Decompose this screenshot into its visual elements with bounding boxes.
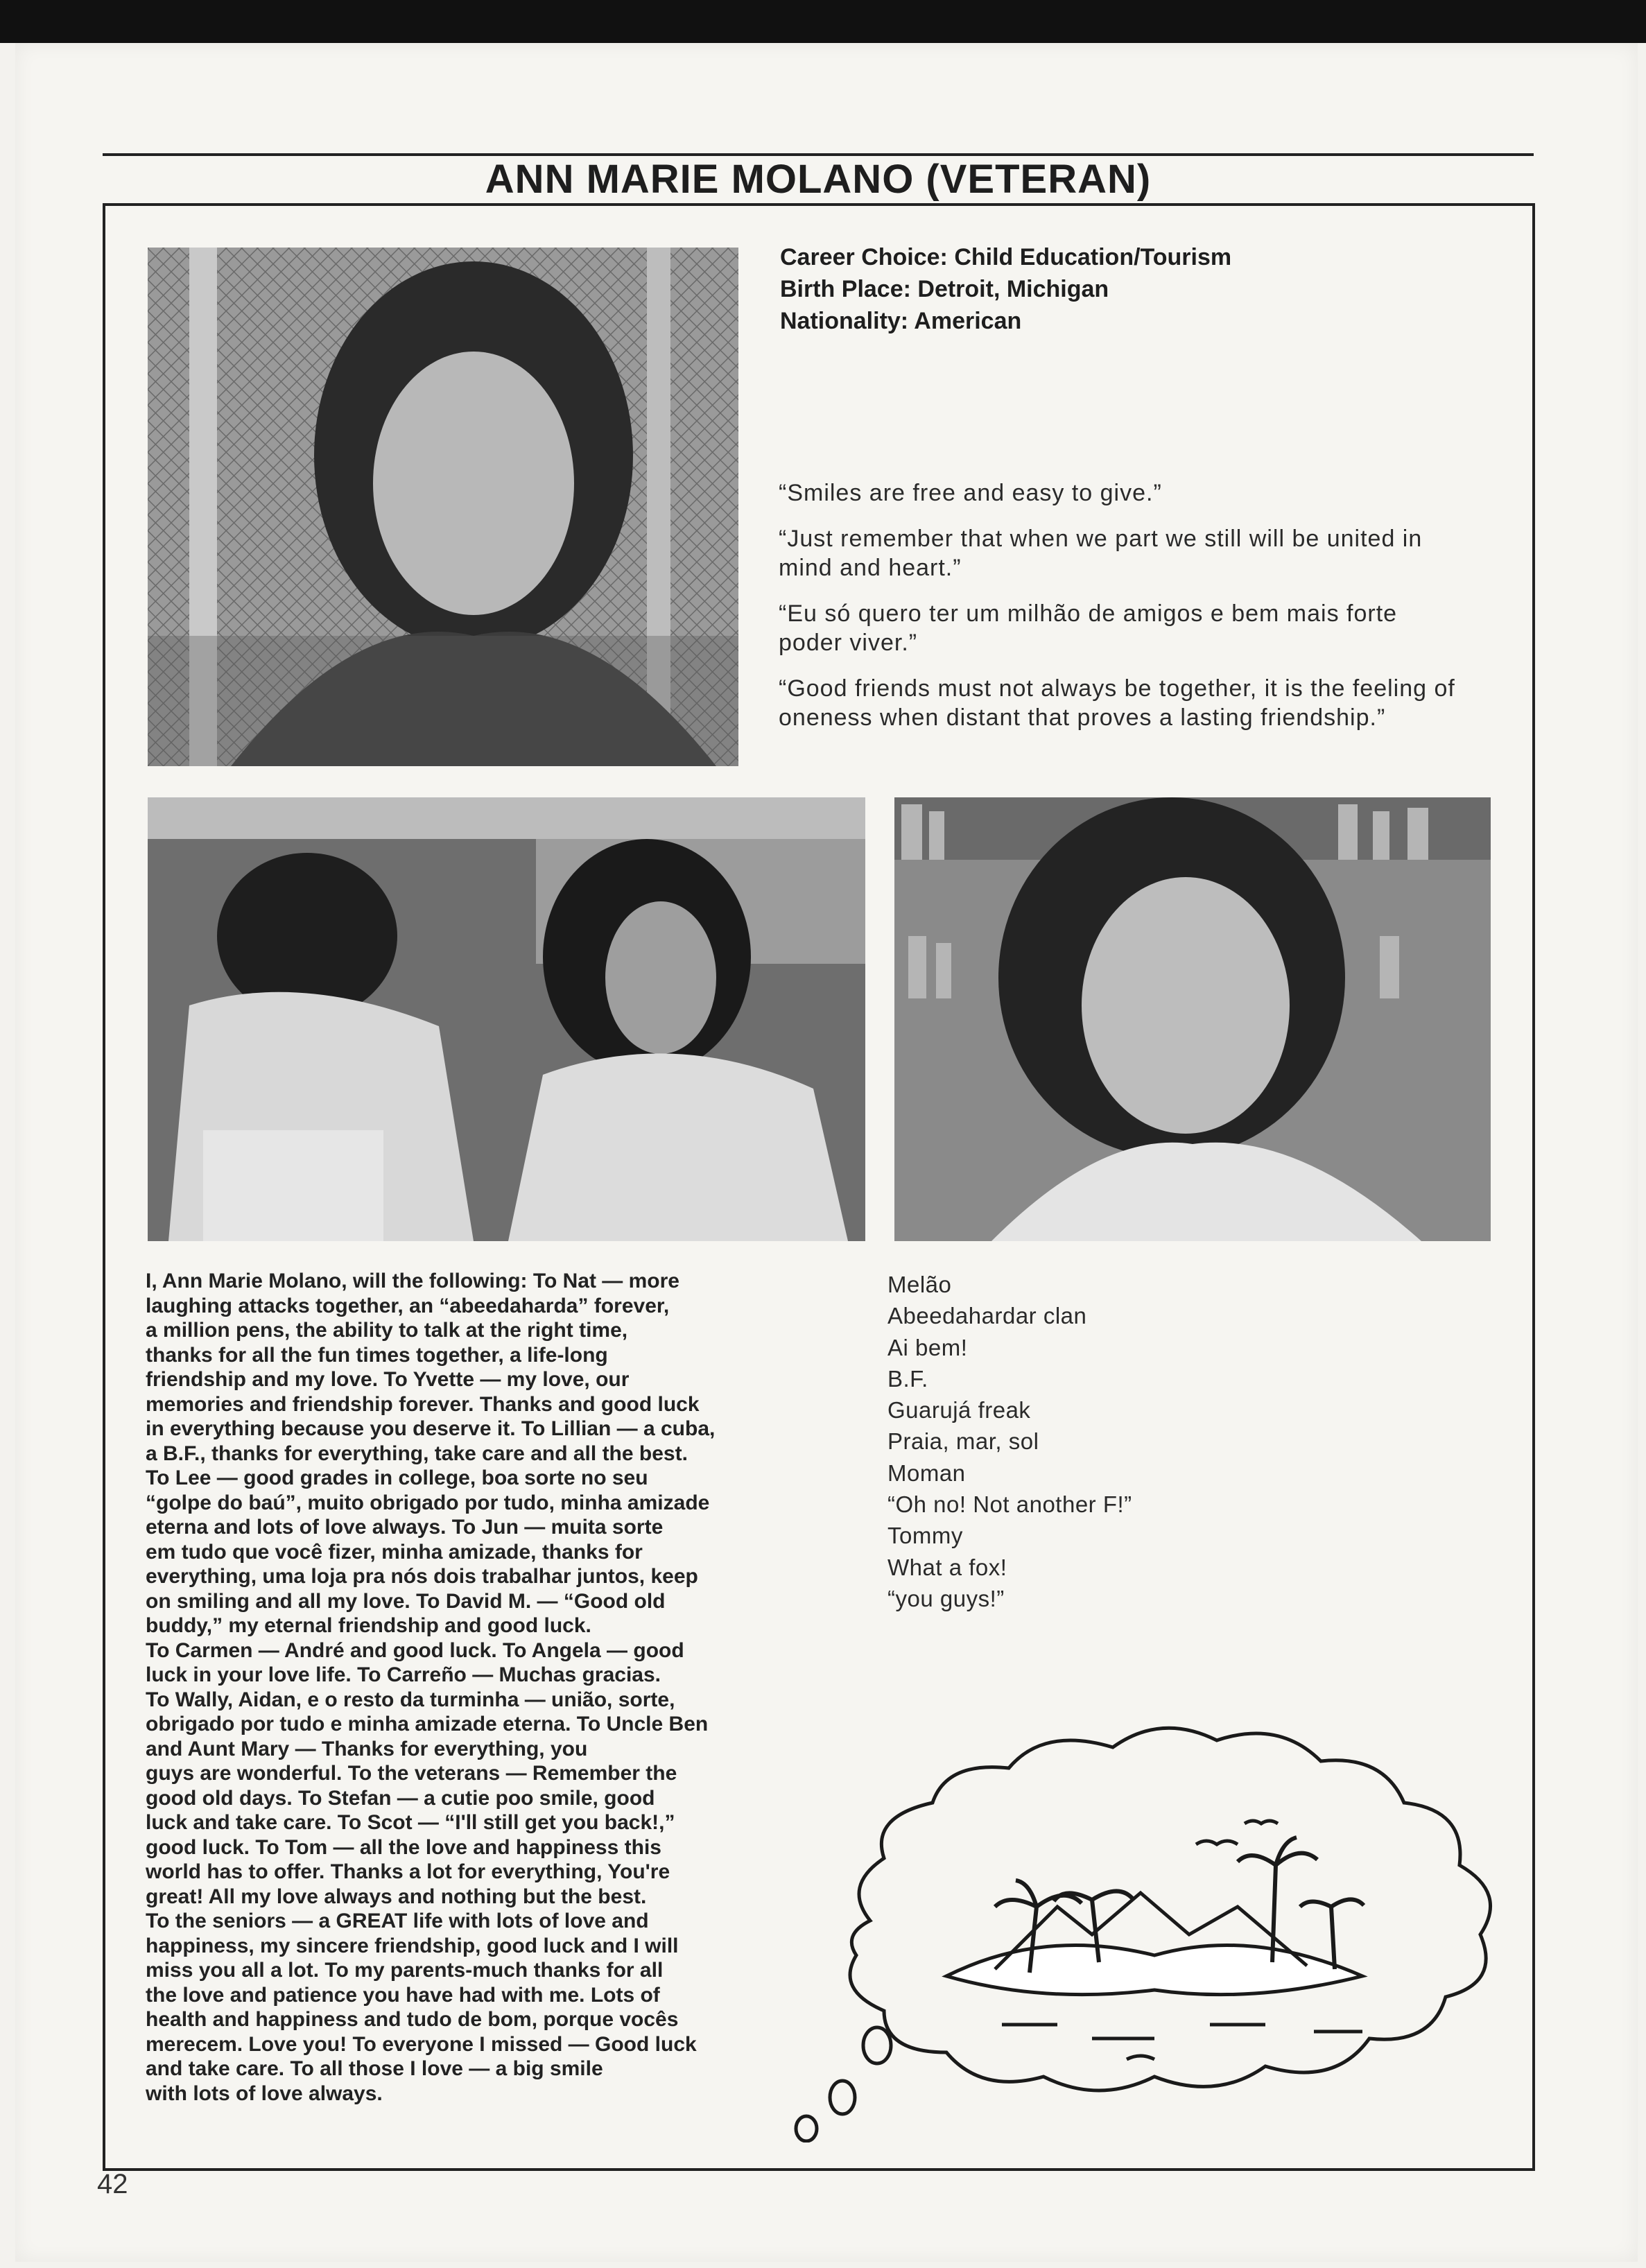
will-line: merecem. Love you! To everyone I missed — Good luck	[146, 2032, 697, 2056]
last-will-text	[146, 1269, 804, 2106]
will-line: a B.F., thanks for everything, take care and all the best.	[146, 1442, 688, 1465]
nickname: Guarujá freak	[887, 1397, 1031, 1423]
will-line: and Aunt Mary — Thanks for everything, you	[146, 1737, 588, 1760]
nickname: Melão	[887, 1272, 952, 1297]
will-line: em tudo que você fizer, minha amizade, thanks for	[146, 1540, 643, 1564]
smiling-girl-photo	[894, 797, 1491, 1241]
will-line: in everything because you deserve it. To Lillian — a cuba,	[146, 1417, 716, 1440]
will-line: thanks for all the fun times together, a life-long	[146, 1343, 608, 1367]
nickname: Ai bem!	[887, 1334, 968, 1360]
nickname: Tommy	[887, 1523, 963, 1549]
nickname: Moman	[887, 1460, 966, 1486]
will-line: everything, uma loja pra nós dois trabalhar juntos, keep	[146, 1565, 698, 1588]
will-line: To Carmen — André and good luck. To Angela — good	[146, 1638, 684, 1662]
will-line: luck in your love life. To Carreño — Muchas gracias.	[146, 1663, 661, 1686]
will-line: on smiling and all my love. To David M. — “Good old	[146, 1589, 666, 1613]
will-line: eterna and lots of love always. To Jun — muita sorte	[146, 1516, 664, 1539]
quote: “Good friends must not always be together, it is the feeling of oneness when distant that proves a lasting friendship.”	[779, 675, 1455, 731]
page-number: 42	[97, 2169, 128, 2199]
scan-edge	[0, 0, 1646, 43]
will-line: a million pens, the ability to talk at the right time,	[146, 1319, 628, 1342]
quotes-block	[779, 478, 1465, 749]
will-line: good old days. To Stefan — a cutie poo smile, good	[146, 1786, 655, 1810]
nickname: “Oh no! Not another F!”	[887, 1491, 1132, 1518]
will-line: guys are wonderful. To the veterans — Remember the	[146, 1762, 677, 1785]
will-line: the love and patience you have had with me. Lots of	[146, 1983, 660, 2007]
quote: “Eu só quero ter um milhão de amigos e bem mais forte poder viver.”	[779, 600, 1398, 656]
nickname: B.F.	[887, 1365, 928, 1392]
nickname: Abeedahardar clan	[887, 1303, 1087, 1329]
will-line: and take care. To all those I love — a big smile	[146, 2057, 603, 2080]
nickname: Praia, mar, sol	[887, 1428, 1039, 1455]
will-line: To Lee — good grades in college, boa sorte no seu	[146, 1466, 648, 1489]
two-girls-photo-icon	[148, 797, 865, 1241]
smiling-girl-photo-icon	[894, 797, 1491, 1241]
will-line: good luck. To Tom — all the love and happiness this	[146, 1835, 661, 1859]
will-line: obrigado por tudo e minha amizade eterna. To Uncle Ben	[146, 1713, 709, 1735]
nicknames-list	[887, 1269, 1132, 1614]
will-line: laughing attacks together, an “abeedaharda” forever,	[146, 1294, 670, 1317]
will-line: luck and take care. To Scot — “I'll still get you back!,”	[146, 1811, 675, 1834]
will-line: buddy,” my eternal friendship and good luck.	[146, 1614, 591, 1637]
birth-place: Birth Place: Detroit, Michigan	[780, 276, 1109, 302]
will-line: friendship and my love. To Yvette — my love, our	[146, 1368, 630, 1391]
will-line: “golpe do baú”, muito obrigado por tudo, minha amizade	[146, 1491, 710, 1514]
title-rule	[103, 153, 1534, 156]
will-line: health and happiness and tudo de bom, porque vocês	[146, 2008, 679, 2031]
two-girls-photo	[148, 797, 865, 1241]
quote: “Just remember that when we part we still will be united in mind and heart.”	[779, 526, 1423, 581]
will-line: memories and friendship forever. Thanks and good luck	[146, 1392, 700, 1416]
nickname: What a fox!	[887, 1554, 1007, 1580]
quote: “Smiles are free and easy to give.”	[779, 480, 1162, 506]
will-line: world has to offer. Thanks a lot for everything, You're	[146, 1860, 670, 1883]
profile-info	[780, 241, 1231, 337]
will-line: with lots of love always.	[146, 2081, 383, 2105]
will-line: miss you all a lot. To my parents-much thanks for all	[146, 1959, 664, 1982]
career-choice: Career Choice: Child Education/Tourism	[780, 244, 1232, 270]
island-thought-cloud-icon	[766, 1699, 1536, 2143]
nationality: Nationality: American	[780, 308, 1022, 334]
page-title: ANN MARIE MOLANO (VETERAN)	[485, 157, 1152, 202]
portrait-photo	[148, 248, 738, 766]
will-line: To Wally, Aidan, e o resto da turminha — união, sorte,	[146, 1688, 675, 1711]
nickname: “you guys!”	[887, 1585, 1005, 1611]
will-line: To the seniors — a GREAT life with lots of love and	[146, 1910, 649, 1932]
island-thought-cloud-drawing	[766, 1699, 1536, 2143]
will-line: I, Ann Marie Molano, will the following: To Nat — more	[146, 1270, 679, 1292]
will-line: great! All my love always and nothing but the best.	[146, 1885, 647, 1908]
portrait-photo-icon	[148, 248, 738, 766]
will-line: happiness, my sincere friendship, good luck and I will	[146, 1934, 679, 1957]
